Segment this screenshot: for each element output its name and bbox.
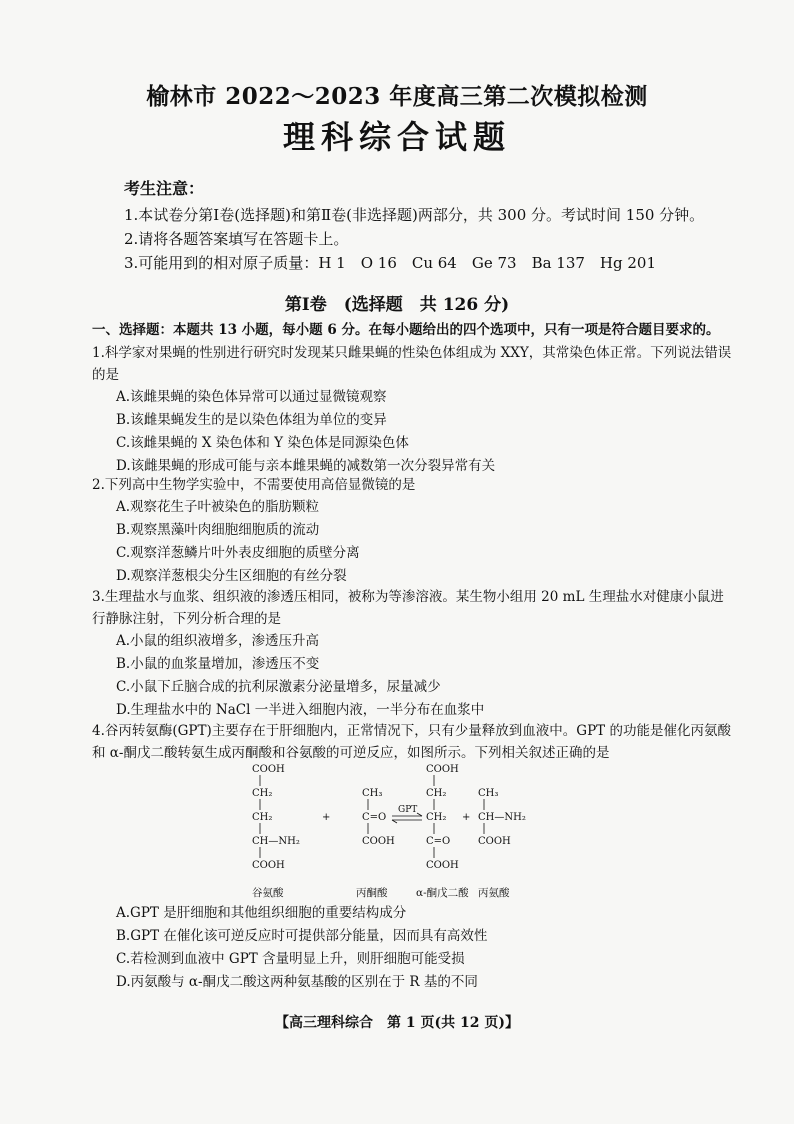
- ala-line: COOH: [478, 836, 511, 847]
- notice-block: [124, 176, 764, 275]
- plus-sign: +: [322, 812, 331, 823]
- pyr-line: C=O: [362, 812, 387, 823]
- option-a: A.小鼠的组织液增多，渗透压升高: [116, 633, 320, 649]
- akg-line: COOH: [426, 860, 459, 871]
- glu-line: CH₂: [252, 812, 273, 823]
- option-d: D.丙氨酸与 α-酮戊二酸这两种氨基酸的区别在于 R 基的不同: [116, 974, 478, 990]
- question-1: [92, 342, 732, 478]
- question-stem: 2.下列高中生物学实验中，不需要使用高倍显微镜的是: [92, 477, 416, 493]
- pyr-line: COOH: [362, 836, 395, 847]
- option-c: C.若检测到血液中 GPT 含量明显上升，则肝细胞可能受损: [116, 951, 465, 967]
- section-instruction: 一、选择题：本题共 13 小题，每小题 6 分。在每小题给出的四个选项中，只有一项是符合题目要求的。: [92, 322, 720, 338]
- akg-line: C=O: [426, 836, 451, 847]
- option-c: C.小鼠下丘脑合成的抗利尿激素分泌量增多，尿量减少: [116, 679, 441, 695]
- option-b: B.小鼠的血浆量增加，渗透压不变: [116, 656, 320, 672]
- page-footer: 【高三理科综合 第 1 页(共 12 页)】: [275, 1015, 519, 1031]
- option-d: D.生理盐水中的 NaCl 一半进入细胞内液，一半分布在血浆中: [116, 702, 485, 718]
- glu-line: CH₂: [252, 788, 273, 799]
- option-d: D.该雌果蝇的形成可能与亲本雌果蝇的减数第一次分裂异常有关: [116, 458, 496, 474]
- notice-item: 3.可能用到的相对原子质量：H 1 O 16 Cu 64 Ge 73 Ba 137 Hg 201: [124, 254, 657, 272]
- option-a: A.观察花生子叶被染色的脂肪颗粒: [116, 499, 320, 515]
- plus-sign: +: [462, 812, 471, 823]
- pyr-line: CH₃: [362, 788, 383, 799]
- akg-line: COOH: [426, 764, 459, 775]
- option-a: A.该雌果蝇的染色体异常可以通过显微镜观察: [116, 389, 387, 405]
- glu-line: CH—NH₂: [252, 836, 300, 847]
- notice-heading: 考生注意：: [124, 179, 205, 198]
- question-stem: 1.科学家对果蝇的性别进行研究时发现某只雌果蝇的性染色体组成为 XXY，其常染色体正常。下列说法错误的是: [92, 345, 732, 383]
- notice-item: 1.本试卷分第Ⅰ卷(选择题)和第Ⅱ卷(非选择题)两部分，共 300 分。考试时间 150 分钟。: [124, 206, 705, 224]
- option-b: B.GPT 在催化该可逆反应时可提供部分能量，因而具有高效性: [116, 928, 488, 944]
- name-pyruvate: 丙酮酸: [356, 887, 388, 899]
- ala-line: CH—NH₂: [478, 812, 526, 823]
- exam-subtitle: 理科综合试题: [282, 118, 511, 156]
- glu-line: COOH: [252, 764, 285, 775]
- name-alanine: 丙氨酸: [478, 887, 510, 899]
- akg-line: CH₂: [426, 812, 447, 823]
- question-3: [92, 586, 732, 722]
- reaction-figure: [230, 762, 570, 902]
- option-b: B.该雌果蝇发生的是以染色体组为单位的变异: [116, 412, 387, 428]
- question-stem: 4.谷丙转氨酶(GPT)主要存在于肝细胞内，正常情况下，只有少量释放到血液中。GPT 的功能是催化丙氨酸和 α-酮戊二酸转氨生成丙酮酸和谷氨酸的可逆反应，如图所示。下列相关叙述正确的是: [92, 723, 731, 761]
- option-d: D.观察洋葱根尖分生区细胞的有丝分裂: [116, 568, 347, 584]
- exam-title: 榆林市 2022～2023 年度高三第二次模拟检测: [146, 83, 648, 110]
- option-b: B.观察黑藻叶肉细胞细胞质的流动: [116, 522, 320, 538]
- notice-item: 2.请将各题答案填写在答题卡上。: [124, 230, 349, 248]
- akg-line: CH₂: [426, 788, 447, 799]
- name-glutamate: 谷氨酸: [252, 887, 284, 899]
- question-stem: 3.生理盐水与血浆、组织液的渗透压相同，被称为等渗溶液。某生物小组用 20 mL 生理盐水对健康小鼠进行静脉注射，下列分析合理的是: [92, 589, 724, 627]
- name-akg: α-酮戊二酸: [416, 887, 469, 899]
- section-title: 第Ⅰ卷 (选择题 共 126 分): [284, 295, 510, 315]
- option-a: A.GPT 是肝细胞和其他组织细胞的重要结构成分: [116, 905, 407, 921]
- question-4: [92, 720, 732, 764]
- option-c: C.该雌果蝇的 X 染色体和 Y 染色体是同源染色体: [116, 435, 409, 451]
- ala-line: CH₃: [478, 788, 499, 799]
- option-c: C.观察洋葱鳞片叶外表皮细胞的质壁分离: [116, 545, 360, 561]
- glu-line: COOH: [252, 860, 285, 871]
- enzyme-label: GPT: [398, 805, 418, 815]
- question-4-options: [92, 902, 732, 994]
- question-2: [92, 474, 732, 588]
